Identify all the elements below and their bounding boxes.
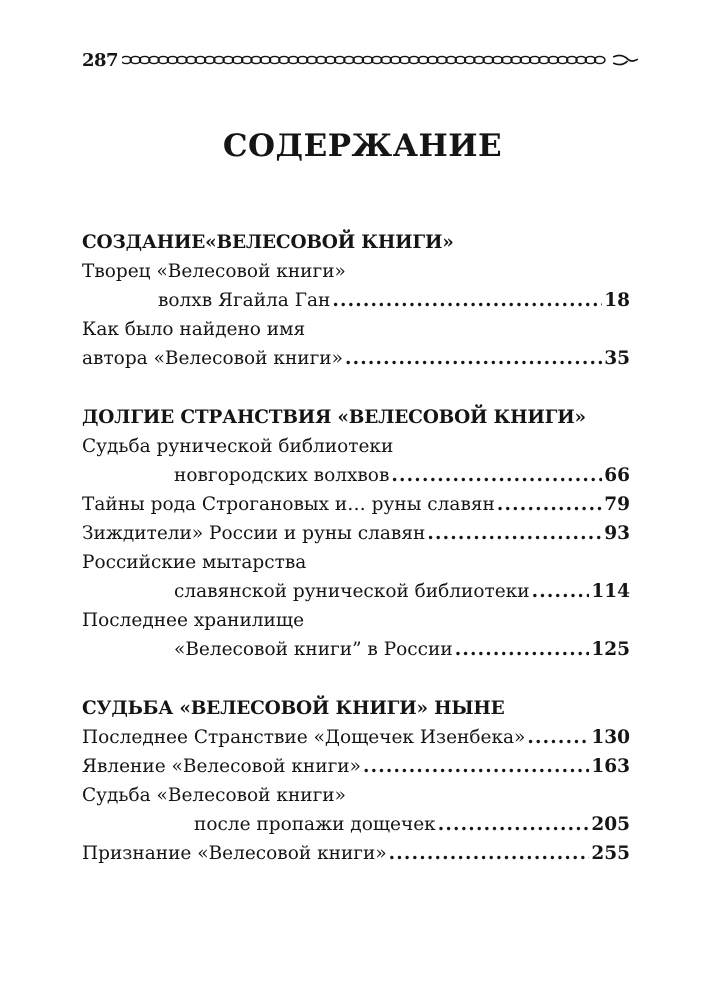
entry-line <box>82 344 630 373</box>
section-heading: ДОЛГИЕ СТРАНСТВИЯ «ВЕЛЕСОВОЙ КНИГИ» <box>82 407 586 428</box>
header-ornament-rule <box>122 53 638 67</box>
entry-page: 205 <box>591 814 630 835</box>
toc-section <box>82 403 630 664</box>
entry-page: 125 <box>591 639 630 660</box>
entry-title: волхв Ягайла Ган <box>158 290 331 311</box>
toc-entry <box>82 315 630 373</box>
toc-entry <box>82 606 630 664</box>
toc-entry <box>82 548 630 606</box>
section-heading: СУДЬБА «ВЕЛЕСОВОЙ КНИГИ» НЫНЕ <box>82 698 505 719</box>
entry-lead: Судьба рунической библиотеки <box>82 436 394 457</box>
table-of-contents <box>82 228 630 868</box>
entry-line <box>82 810 630 839</box>
contents-title: СОДЕРЖАНИЕ <box>222 128 503 164</box>
entry-title: Зиждители» России и руны славян <box>82 523 426 544</box>
entry-line <box>82 723 630 752</box>
toc-entry <box>82 519 630 548</box>
dot-leader <box>391 461 602 490</box>
entry-title: новгородских волхвов <box>174 465 390 486</box>
entry-page: 18 <box>604 290 630 311</box>
entry-title: автора «Велесовой книги» <box>82 348 343 369</box>
running-header <box>82 46 638 74</box>
toc-section <box>82 694 630 868</box>
entry-line <box>82 519 630 548</box>
section-heading: СОЗДАНИЕ«ВЕЛЕСОВОЙ КНИГИ» <box>82 232 454 253</box>
toc-entry <box>82 723 630 752</box>
entry-title: после пропажи дощечек <box>194 814 436 835</box>
entry-title: славянской рунической библиотеки <box>174 581 530 602</box>
entry-line <box>82 839 630 868</box>
entry-title: Тайны рода Строгановых и… руны славян <box>82 494 495 515</box>
entry-page: 93 <box>604 523 630 544</box>
dot-leader <box>345 344 602 373</box>
entry-line <box>82 490 630 519</box>
page-number: 287 <box>82 49 119 71</box>
dot-leader <box>438 810 590 839</box>
entry-page: 163 <box>591 756 630 777</box>
entry-page: 130 <box>591 727 630 748</box>
dot-leader <box>363 752 589 781</box>
dot-leader <box>527 723 589 752</box>
entry-title: «Велесовой книги” в России <box>174 639 453 660</box>
entry-page: 79 <box>604 494 630 515</box>
entry-title: Явление «Велесовой книги» <box>82 756 361 777</box>
entry-page: 66 <box>604 465 630 486</box>
toc-entry <box>82 752 630 781</box>
dot-leader <box>332 286 602 315</box>
toc-entry <box>82 257 630 315</box>
entry-lead: Судьба «Велесовой книги» <box>82 785 346 806</box>
entry-page: 255 <box>591 843 630 864</box>
entry-title: Последнее Странствие «Дощечек Изенбека» <box>82 727 526 748</box>
entry-line <box>82 635 630 664</box>
entry-line <box>82 461 630 490</box>
entry-lead: Российские мытарства <box>82 552 307 573</box>
entry-page: 114 <box>591 581 630 602</box>
dot-leader <box>497 490 602 519</box>
entry-title: Признание «Велесовой книги» <box>82 843 387 864</box>
toc-entry <box>82 781 630 839</box>
dot-leader <box>455 635 590 664</box>
entry-page: 35 <box>604 348 630 369</box>
entry-line <box>82 752 630 781</box>
toc-entry <box>82 432 630 490</box>
dot-leader <box>389 839 590 868</box>
entry-lead: Как было найдено имя <box>82 319 306 340</box>
dot-leader <box>532 577 590 606</box>
toc-section <box>82 228 630 373</box>
entry-lead: Творец «Велесовой книги» <box>82 261 346 282</box>
toc-entry <box>82 490 630 519</box>
entry-line <box>82 286 630 315</box>
entry-line <box>82 577 630 606</box>
toc-entry <box>82 839 630 868</box>
dot-leader <box>427 519 602 548</box>
entry-lead: Последнее хранилище <box>82 610 305 631</box>
